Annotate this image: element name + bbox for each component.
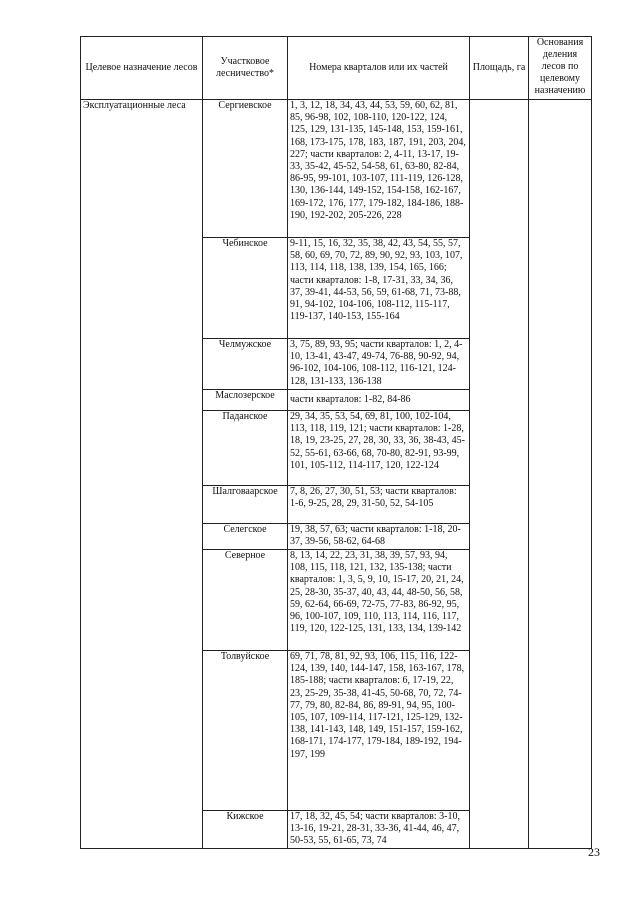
district-cell: Паданское (203, 411, 288, 486)
quarters-cell: 29, 34, 35, 53, 54, 69, 81, 100, 102-104, 113, 118, 119, 121; части кварталов: 1-28, 18, 19, 23-25, 27, 28, 30, 33, 36, 38-43, 45-52, 55-61, 63-66, 68, 70-80, 82-91, 93-99, 101, 105-112, 114-117, 120, 122-124 (288, 411, 470, 486)
district-cell: Чебинское (203, 238, 288, 339)
district-cell: Селегское (203, 524, 288, 550)
category-cell: Эксплуатационные леса (81, 100, 203, 849)
district-cell: Челмужское (203, 339, 288, 390)
district-cell: Толвуйское (203, 651, 288, 811)
quarters-cell: 17, 18, 32, 45, 54; части кварталов: 3-10, 13-16, 19-21, 28-31, 33-36, 41-44, 46, 47, 50-53, 55, 61-65, 73, 74 (288, 811, 470, 849)
table-row (81, 100, 592, 238)
district-cell: Маслозерское (203, 390, 288, 411)
district-cell: Сергиевское (203, 100, 288, 238)
quarters-cell: 19, 38, 57, 63; части кварталов: 1-18, 20-37, 39-56, 58-62, 64-68 (288, 524, 470, 550)
page-number: 23 (588, 845, 600, 859)
header-quarter-numbers: Номера кварталов или их частей (288, 37, 470, 100)
quarters-cell: части кварталов: 1-82, 84-86 (288, 390, 470, 411)
header-area: Площадь, га (470, 37, 529, 100)
quarters-cell: 9-11, 15, 16, 32, 35, 38, 42, 43, 54, 55, 57, 58, 60, 69, 70, 72, 89, 90, 92, 93, 103, 107, 113, 114, 118, 138, 139, 154, 165, 166; части кварталов: 1-8, 17-31, 33, 34, 36, 37, 39-41, 44-53, 56, 59, 61-68, 71, 73-88, 91, 94-102, 104-106, 108-112, 115-117, 119-137, 140-153, 155-164 (288, 238, 470, 339)
quarters-cell: 8, 13, 14, 22, 23, 31, 38, 39, 57, 93, 94, 108, 115, 118, 121, 132, 135-138; части кварталов: 1, 3, 5, 9, 10, 15-17, 20, 21, 24, 25, 28-30, 35-37, 40, 43, 44, 48-50, 56, 58, 59, 62-64, 66-69, 72-75, 77-83, 86-92, 95, 96, 100-107, 109, 110, 113, 114, 116, 117, 119, 120, 122-125, 131, 133, 134, 139-142 (288, 550, 470, 651)
table-header-row (81, 37, 592, 100)
header-district: Участковое лесничество* (203, 37, 288, 100)
quarters-cell: 1, 3, 12, 18, 34, 43, 44, 53, 59, 60, 62, 81, 85, 96-98, 102, 108-110, 120-122, 124, 125, 129, 131-135, 145-148, 153, 159-161, 168, 173-175, 178, 183, 187, 191, 203, 204, 227; части кварталов: 2, 4-11, 13-17, 19-33, 35-42, 45-52, 54-58, 61, 63-80, 82-84, 86-95, 99-101, 103-107, 111-119, 126-128, 130, 136-144, 149-152, 154-158, 162-167, 169-172, 176, 177, 179-182, 184-186, 188-190, 192-202, 205-226, 228 (288, 100, 470, 238)
district-cell: Кижское (203, 811, 288, 849)
basis-cell (529, 100, 592, 849)
header-purpose: Целевое назначение лесов (81, 37, 203, 100)
quarters-cell: 69, 71, 78, 81, 92, 93, 106, 115, 116, 122-124, 139, 140, 144-147, 158, 163-167, 178, 185-188; части кварталов: 6, 17-19, 22, 23, 25-29, 35-38, 41-45, 50-68, 70, 72, 74-77, 79, 80, 82-84, 86, 89-91, 94, 95, 100-105, 107, 109-114, 117-121, 125-129, 132-138, 141-143, 148, 149, 151-157, 159-162, 168-171, 174-177, 179-184, 189-192, 194-197, 199 (288, 651, 470, 811)
area-cell (470, 100, 529, 849)
quarters-cell: 3, 75, 89, 93, 95; части кварталов: 1, 2, 4-10, 13-41, 43-47, 49-74, 76-88, 90-92, 94, 96-102, 104-106, 108-112, 116-121, 124-128, 131-133, 136-138 (288, 339, 470, 390)
header-basis: Основания деления лесов по целевому назначению (529, 37, 592, 100)
forest-division-table (80, 36, 592, 849)
district-cell: Шалговаарское (203, 486, 288, 524)
quarters-cell: 7, 8, 26, 27, 30, 51, 53; части кварталов: 1-6, 9-25, 28, 29, 31-50, 52, 54-105 (288, 486, 470, 524)
district-cell: Северное (203, 550, 288, 651)
